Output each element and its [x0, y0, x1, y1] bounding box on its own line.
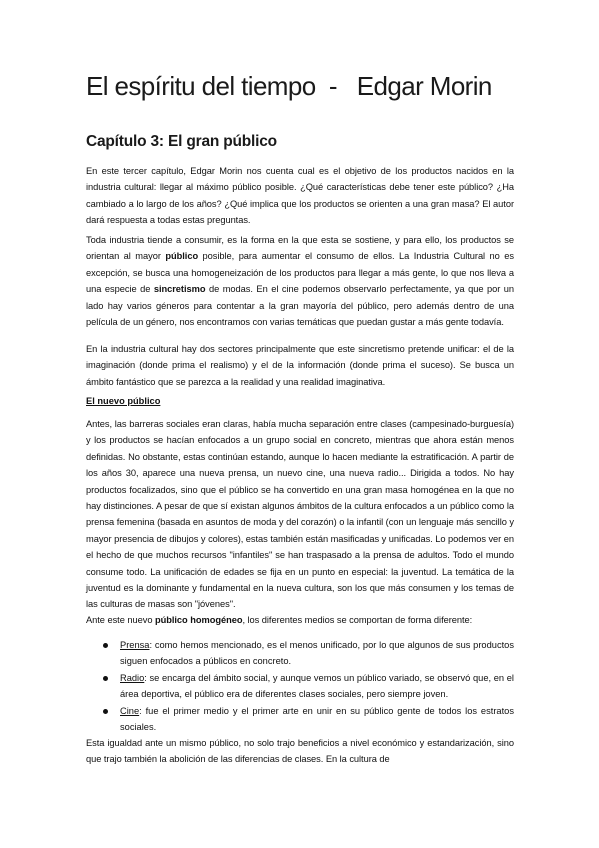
- paragraph-text: Toda industria tiende a consumir, es la forma en la que esta se sostiene, y para ello, los productos se orientan al mayor: [86, 235, 514, 262]
- list-item-text: : se encarga del ámbito social, y aunque vemos un público variado, se observó que, en el área deportiva, el público era de diferentes clases sociales, pero siempre joven.: [120, 672, 514, 700]
- list-item-prensa: [86, 637, 514, 670]
- list-item-label: Prensa: [120, 640, 150, 650]
- paragraph-text: Ante este nuevo: [86, 615, 155, 625]
- list-item-text: : fue el primer medio y el primer arte en unir en su público gente de todos los estratos sociales.: [120, 705, 514, 733]
- list-item-cine: [86, 703, 514, 736]
- list-item-label: Radio: [120, 672, 145, 683]
- bold-term-publico: público: [165, 251, 199, 262]
- bullet-icon: [103, 709, 108, 714]
- bullet-icon: [103, 676, 108, 681]
- paragraph-text: , los diferentes medios se comportan de forma diferente:: [242, 615, 473, 625]
- paragraph-text: posible, para aumentar el consumo de ellos. La Industria Cultural no es excepción, se busca una homogeneización de los productos para llegar a más gente, lo que nos lleva a una especie de: [86, 251, 514, 295]
- bold-term-publico-homogeneo: público homogéneo: [154, 615, 243, 625]
- paragraph-sectors: En la industria cultural hay dos sectores principalmente que este sincretismo pretende unificar: el de la imaginación (donde prima el realismo) y el de la información (donde prima el suceso). Se busca un ámbito fantástico que se parezca a la realidad y una realidad imaginativa.: [86, 344, 514, 387]
- chapter-heading: Capítulo 3: El gran público: [86, 133, 277, 150]
- bold-term-sincretismo: sincretismo: [153, 284, 206, 295]
- paragraph-text: de modas. En el cine podemos observarlo perfectamente, ya que por un lado hay varios géneros para contentar a la gran mayoría del público, pero además dentro de una película de un género, nos encontramos con varias temáticas que puedan gustar a más gente todavía.: [86, 284, 514, 328]
- list-item-label: Cine: [120, 705, 140, 716]
- paragraph-homogeneous: [86, 612, 514, 628]
- section-subheading: El nuevo público: [86, 396, 161, 406]
- media-list: [86, 637, 514, 735]
- paragraph-industry: [86, 232, 514, 330]
- paragraph-equality: Esta igualdad ante un mismo público, no solo trajo beneficios a nivel económico y estandarización, sino que trajo también la abolición de las diferencias de clases. En la cultura de: [86, 738, 514, 765]
- paragraph-new-public: Antes, las barreras sociales eran claras, había mucha separación entre clases (campesinado-burguesía) y los productos se hacían enfocados a un grupo social en concreto, mientras que ahora están menos definidas. No obstante, estas continúan estando, aunque lo hacen mediante la estratificación. A partir de los años 30, aparece una nueva prensa, un nuevo cine, una nueva radio... Dirigida a todos. No hay productos focalizados, sino que el público se ha convertido en una gran masa homogénea en la que no hay distinciones. A pesar de que sí existan algunos ámbitos de la cultura enfocados a un público como la prensa femenina (basada en asuntos de moda y del corazón) o la infantil (con un lenguaje más sencillo y mayor presencia de dibujos y colores), estas también están masificadas y unificadas. Lo podemos ver en el hecho de que muchos recursos "infantiles" se han traspasado a la prensa de adultos. Todo el mundo consume todo. La unificación de edades se fija en un punto en especial: la juventud. La temática de la juventud es la dominante y fundamental en la nueva cultura, son los que más consumen y los temas de las culturas de masas son "jóvenes".: [86, 419, 514, 610]
- list-item-text: : como hemos mencionado, es el menos unificado, por lo que algunos de sus productos siguen enfocados a públicos en concreto.: [120, 640, 514, 667]
- list-item-radio: [86, 670, 514, 703]
- bullet-icon: [103, 643, 108, 648]
- paragraph-intro: En este tercer capítulo, Edgar Morin nos cuenta cual es el objetivo de los productos nacidos en la industria cultural: llegar al máximo público posible. ¿Qué características debe tener este público? ¿Ha cambiado a lo largo de los años? ¿Qué implica que los productos se orienten a una gran masa? El autor dará respuesta a todas estas preguntas.: [86, 166, 514, 226]
- document-title: El espíritu del tiempo - Edgar Morin: [86, 71, 492, 101]
